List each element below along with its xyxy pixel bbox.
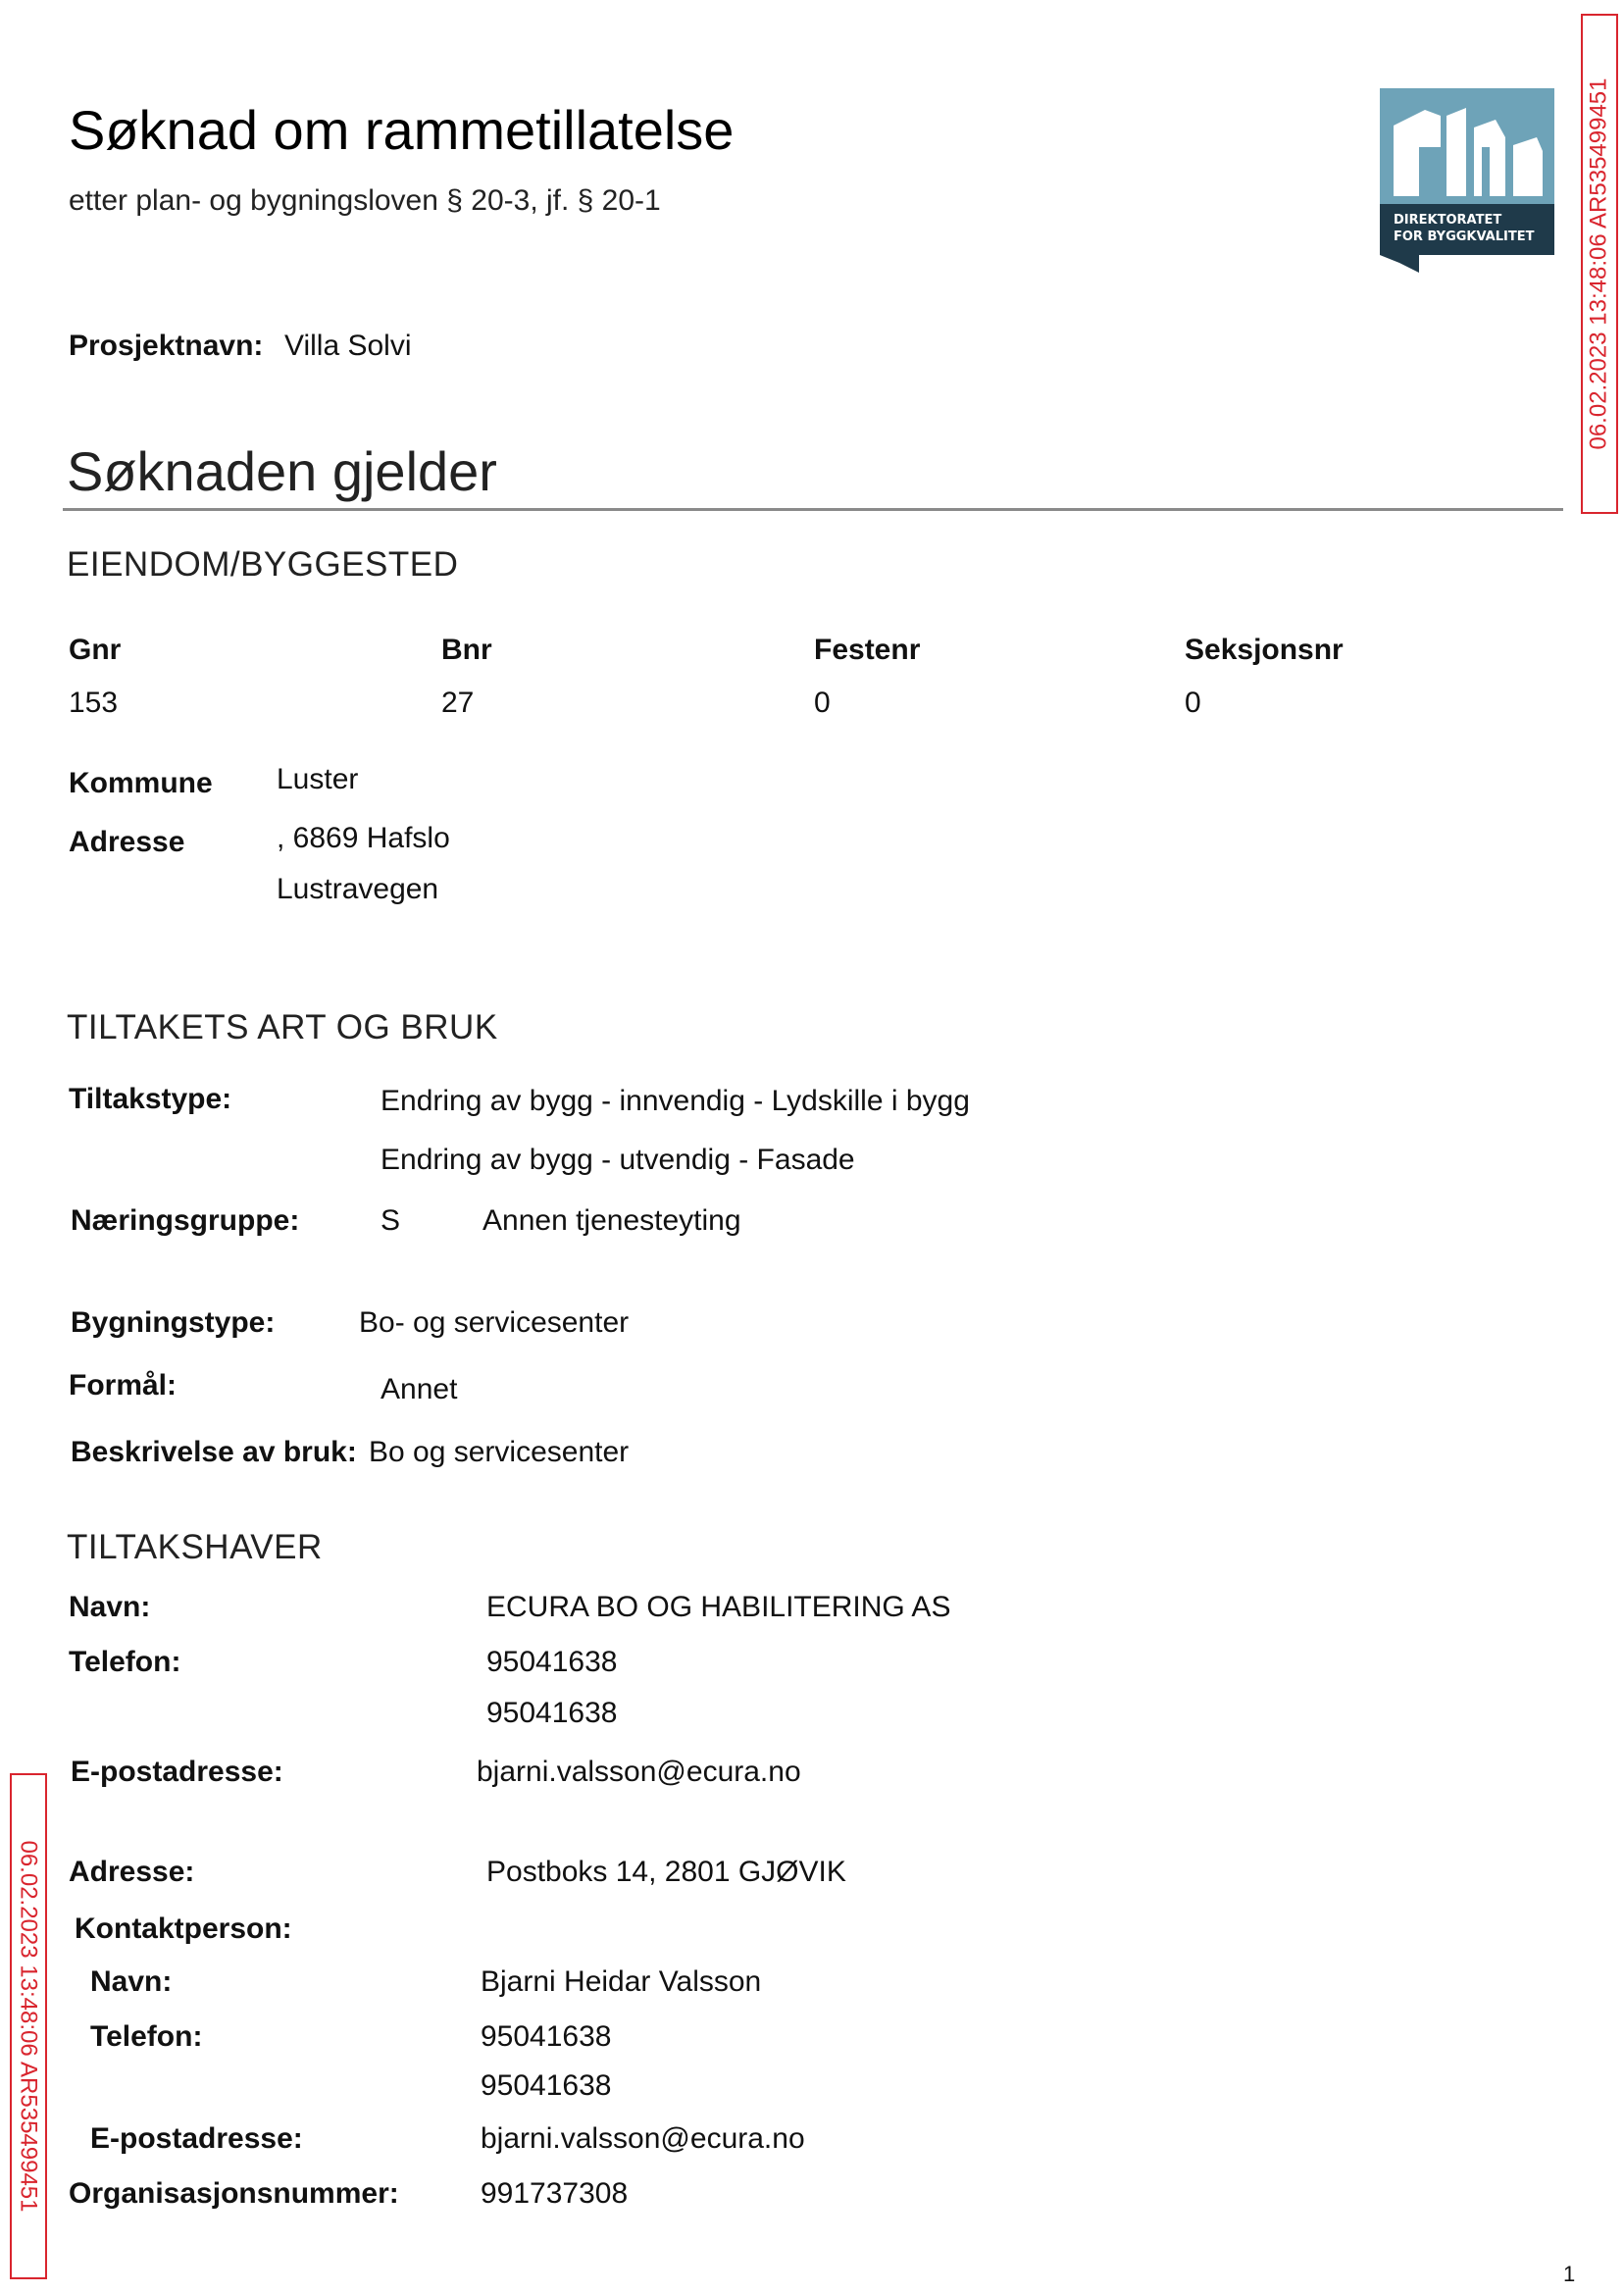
adresse-line2: Lustravegen (277, 873, 439, 905)
kontakt-telefon-label: Telefon: (90, 2020, 203, 2053)
tiltakstype-label: Tiltakstype: (69, 1083, 232, 1115)
gnr-label: Gnr (69, 634, 122, 666)
timestamp-stamp-right (1581, 14, 1618, 514)
project-value: Villa Solvi (284, 330, 412, 362)
logo-line2: FOR BYGGKVALITET (1394, 229, 1535, 244)
th-epost-value: bjarni.valsson@ecura.no (477, 1756, 801, 1788)
formal-value: Annet (381, 1373, 458, 1405)
page-title: Søknad om rammetillatelse (69, 99, 735, 161)
logo-line1: DIREKTORATET (1394, 213, 1502, 228)
stamp-text-left: 06.02.2023 13:48:06 AR535499451 (16, 1840, 42, 2213)
th-adresse-label: Adresse: (69, 1856, 195, 1888)
adresse-line1: , 6869 Hafslo (277, 822, 450, 854)
naeringsgruppe-label: Næringsgruppe: (71, 1204, 300, 1237)
beskrivelse-label: Beskrivelse av bruk: (71, 1436, 357, 1468)
bygningstype-label: Bygningstype: (71, 1306, 276, 1339)
page-number: 1 (1563, 2262, 1576, 2286)
kontakt-epost-label: E-postadresse: (90, 2122, 303, 2155)
th-telefon-value-2: 95041638 (486, 1697, 618, 1729)
dibk-logo-icon (1380, 88, 1554, 277)
festenr-value: 0 (814, 687, 831, 719)
kontakt-telefon-value-1: 95041638 (481, 2020, 612, 2053)
formal-label: Formål: (69, 1369, 178, 1402)
tiltakshaver-heading: TILTAKSHAVER (67, 1528, 323, 1566)
bygningstype-value: Bo- og servicesenter (359, 1306, 630, 1339)
eiendom-heading: EIENDOM/BYGGESTED (67, 545, 459, 584)
kommune-label: Kommune (69, 767, 213, 799)
th-telefon-value-1: 95041638 (486, 1646, 618, 1678)
section-heading: Søknaden gjelder (67, 440, 497, 502)
th-telefon-label: Telefon: (69, 1646, 181, 1678)
stamp-text-right: 06.02.2023 13:48:06 AR535499451 (1586, 77, 1612, 450)
kontakt-epost-value: bjarni.valsson@ecura.no (481, 2122, 805, 2155)
naeringsgruppe-value: Annen tjenesteyting (482, 1204, 741, 1237)
tiltakstype-value-2: Endring av bygg - utvendig - Fasade (381, 1144, 855, 1176)
bnr-label: Bnr (441, 634, 492, 666)
tiltakstype-value-1: Endring av bygg - innvendig - Lydskille i bygg (381, 1085, 970, 1117)
bnr-value: 27 (441, 687, 475, 719)
gnr-value: 153 (69, 687, 119, 719)
kontakt-navn-label: Navn: (90, 1965, 173, 1998)
tiltak-heading: TILTAKETS ART OG BRUK (67, 1008, 498, 1046)
kontaktperson-label: Kontaktperson: (75, 1912, 292, 1945)
timestamp-stamp-left (10, 1773, 47, 2279)
page-subtitle: etter plan- og bygningsloven § 20-3, jf. § 20-1 (69, 184, 661, 217)
th-adresse-value: Postboks 14, 2801 GJØVIK (486, 1856, 846, 1888)
seksjonsnr-value: 0 (1185, 687, 1201, 719)
dibk-logo (1380, 88, 1554, 277)
kommune-value: Luster (277, 763, 359, 795)
naeringsgruppe-code: S (381, 1204, 401, 1237)
orgnr-value: 991737308 (481, 2177, 629, 2210)
seksjonsnr-label: Seksjonsnr (1185, 634, 1344, 666)
section-divider (63, 508, 1563, 511)
th-navn-value: ECURA BO OG HABILITERING AS (486, 1591, 951, 1623)
festenr-label: Festenr (814, 634, 921, 666)
project-label: Prosjektnavn: (69, 330, 264, 362)
orgnr-label: Organisasjonsnummer: (69, 2177, 399, 2210)
kontakt-navn-value: Bjarni Heidar Valsson (481, 1965, 762, 1998)
th-epost-label: E-postadresse: (71, 1756, 283, 1788)
adresse-label: Adresse (69, 826, 185, 858)
beskrivelse-value: Bo og servicesenter (369, 1436, 630, 1468)
kontakt-telefon-value-2: 95041638 (481, 2069, 612, 2102)
th-navn-label: Navn: (69, 1591, 151, 1623)
